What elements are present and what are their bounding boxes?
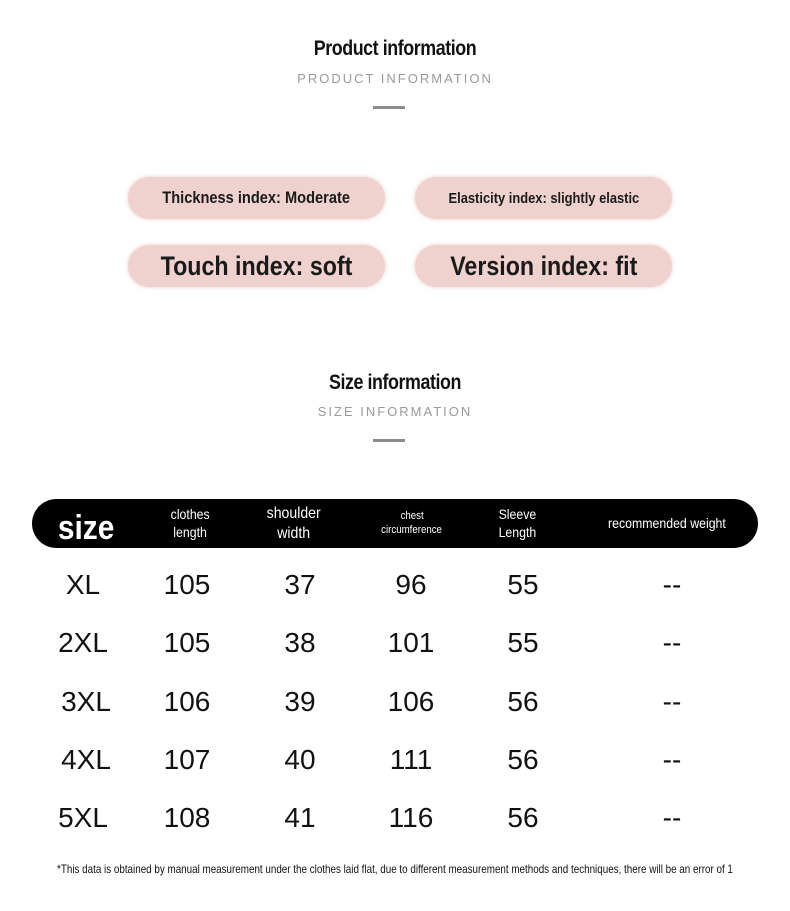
cell-shoulder: 40 <box>284 744 316 775</box>
cell-size: 3XL <box>61 686 111 717</box>
cell-sleeve: 55 <box>507 627 539 658</box>
cell-length: 105 <box>163 569 211 600</box>
cell-size: XL <box>65 569 101 600</box>
header-shoulder-width: shoulder width <box>266 504 322 542</box>
cell-sleeve: 56 <box>507 686 539 717</box>
table-row <box>0 798 790 838</box>
cell-chest: 116 <box>388 802 434 833</box>
version-index-pill <box>415 245 672 287</box>
cell-chest: 106 <box>387 686 435 717</box>
cell-size: 4XL <box>61 744 111 775</box>
thickness-index-label: Thickness index: Moderate <box>162 188 351 207</box>
cell-chest: 101 <box>387 627 435 658</box>
product-info-title: Product information <box>313 37 477 60</box>
cell-shoulder: 37 <box>284 569 316 600</box>
elasticity-index-pill <box>415 177 672 219</box>
table-row <box>0 565 790 605</box>
cell-sleeve: 55 <box>507 569 539 600</box>
cell-weight: -- <box>662 744 682 775</box>
cell-length: 107 <box>163 744 211 775</box>
cell-weight: -- <box>662 569 682 600</box>
size-info-title: Size information <box>328 371 462 394</box>
cell-shoulder: 41 <box>284 802 316 833</box>
cell-size: 2XL <box>58 627 108 658</box>
header-sleeve-length: Sleeve Length <box>498 506 537 540</box>
cell-chest: 96 <box>395 569 427 600</box>
size-info-subtitle: SIZE INFORMATION <box>317 404 473 419</box>
header-chest-circumference: chest circumference <box>381 509 443 536</box>
cell-sleeve: 56 <box>507 744 539 775</box>
header-clothes-length: clothes length <box>170 506 210 540</box>
product-info-divider <box>373 106 405 109</box>
cell-chest: 111 <box>389 744 433 775</box>
measurement-footnote: *This data is obtained by manual measurement under the clothes laid flat, due to different measurement methods and techniques, there will be an error of 1 <box>57 862 733 876</box>
cell-shoulder: 38 <box>284 627 316 658</box>
version-index-label: Version index: fit <box>449 250 638 281</box>
table-row <box>0 740 790 780</box>
product-info-subtitle: PRODUCT INFORMATION <box>297 71 493 86</box>
cell-weight: -- <box>662 686 682 717</box>
cell-length: 106 <box>163 686 211 717</box>
size-table-header <box>32 499 758 548</box>
table-row <box>0 623 790 663</box>
cell-length: 105 <box>163 627 211 658</box>
size-info-divider <box>373 439 405 442</box>
cell-weight: -- <box>662 802 682 833</box>
elasticity-index-label: Elasticity index: slightly elastic <box>448 189 639 207</box>
touch-index-label: Touch index: soft <box>160 250 353 281</box>
cell-size: 5XL <box>58 802 108 833</box>
cell-sleeve: 56 <box>507 802 539 833</box>
touch-index-pill <box>128 245 385 287</box>
header-recommended-weight: recommended weight <box>608 514 726 531</box>
thickness-index-pill <box>128 177 385 219</box>
table-row <box>0 682 790 722</box>
cell-length: 108 <box>163 802 211 833</box>
cell-shoulder: 39 <box>284 686 316 717</box>
header-size: size <box>57 508 115 547</box>
cell-weight: -- <box>662 627 682 658</box>
